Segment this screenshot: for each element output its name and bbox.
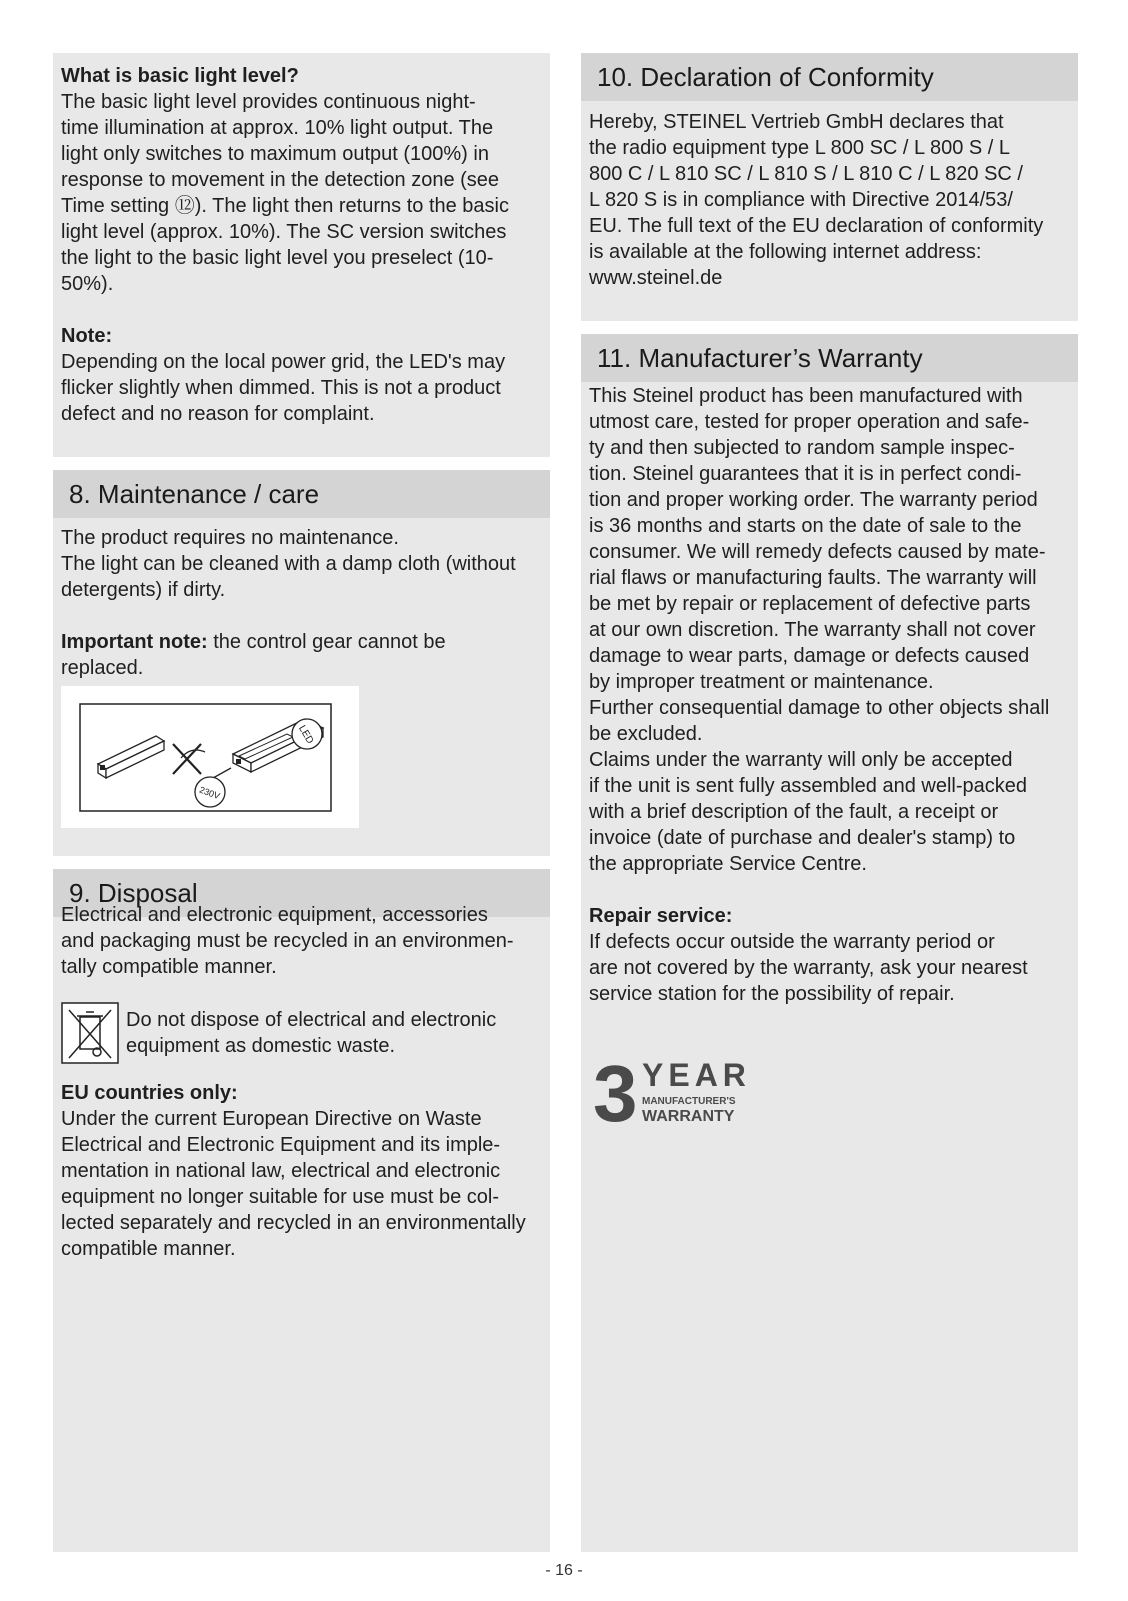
text-line: compatible manner. xyxy=(61,1238,236,1260)
text-line: time illumination at approx. 10% light output. The xyxy=(61,117,494,139)
text-line: service station for the possibility of repair. xyxy=(589,983,955,1005)
text-line: defect and no reason for complaint. xyxy=(61,403,375,425)
website-link[interactable]: www.steinel.de xyxy=(589,267,723,289)
control-gear-illustration xyxy=(61,686,359,828)
eu-countries-title: EU countries only: xyxy=(61,1082,238,1104)
text-line: is available at the following internet address: xyxy=(589,241,982,263)
maintenance-heading: 8. Maintenance / care xyxy=(53,470,550,518)
text-line: lected separately and recycled in an environmentally xyxy=(61,1212,526,1234)
text-line: Depending on the local power grid, the LED's may xyxy=(61,351,506,373)
badge-warranty: WARRANTY xyxy=(642,1108,735,1125)
declaration-panel xyxy=(581,53,1078,321)
text-line: invoice (date of purchase and dealer's stamp) to xyxy=(589,827,1016,849)
text-line: with a brief description of the fault, a receipt or xyxy=(589,801,999,823)
basic-light-level-panel xyxy=(53,53,550,457)
disposal-text xyxy=(61,902,546,980)
text-line: If defects occur outside the warranty period or xyxy=(589,931,995,953)
text-line: replaced. xyxy=(61,657,144,679)
text-line: tally compatible manner. xyxy=(61,956,277,978)
text-line: by improper treatment or maintenance. xyxy=(589,671,934,693)
text-line: be excluded. xyxy=(589,723,703,745)
basic-light-level-text xyxy=(61,63,546,427)
page-number: - 16 - xyxy=(545,1562,583,1579)
text-line: and packaging must be recycled in an environmen- xyxy=(61,930,514,952)
text-line: Time setting ⑫). The light then returns to the basic xyxy=(61,195,509,217)
warranty-text xyxy=(589,383,1074,1007)
weee-notice xyxy=(61,1002,541,1066)
badge-manufacturers: MANUFACTURER'S xyxy=(642,1096,736,1107)
text-line: equipment no longer suitable for use must be col- xyxy=(61,1186,500,1208)
important-note-label: Important note: xyxy=(61,631,208,653)
text-line: is 36 months and starts on the date of sale to the xyxy=(589,515,1022,537)
text-line: at our own discretion. The warranty shall not cover xyxy=(589,619,1036,641)
text-line: utmost care, tested for proper operation and safe- xyxy=(589,411,1030,433)
text-line: Claims under the warranty will only be accepted xyxy=(589,749,1013,771)
text-line: be met by repair or replacement of defective parts xyxy=(589,593,1031,615)
repair-service-title: Repair service: xyxy=(589,905,733,927)
text-line: The product requires no maintenance. xyxy=(61,527,399,549)
declaration-text xyxy=(589,109,1074,291)
text-line: The light can be cleaned with a damp cloth (without xyxy=(61,553,516,575)
text-line: tion. Steinel guarantees that it is in perfect condi- xyxy=(589,463,1022,485)
text-line: detergents) if dirty. xyxy=(61,579,226,601)
voltage-label: 230V xyxy=(198,784,222,802)
text-line: L 820 S is in compliance with Directive 2014/53/ xyxy=(589,189,1013,211)
text-line: Further consequential damage to other objects shall xyxy=(589,697,1050,719)
text-line: damage to wear parts, damage or defects caused xyxy=(589,645,1030,667)
text-line: if the unit is sent fully assembled and well-packed xyxy=(589,775,1028,797)
text-line: ty and then subjected to random sample inspec- xyxy=(589,437,1015,459)
text-line: mentation in national law, electrical and electronic xyxy=(61,1160,501,1182)
warranty-heading: 11. Manufacturer’s Warranty xyxy=(581,334,1078,382)
declaration-heading: 10. Declaration of Conformity xyxy=(581,53,1078,101)
text-line: Under the current European Directive on Waste xyxy=(61,1108,482,1130)
text-line: This Steinel product has been manufactured with xyxy=(589,385,1023,407)
three-year-warranty-badge xyxy=(593,1049,753,1138)
eu-countries-text xyxy=(61,1080,546,1262)
text-line: the light to the basic light level you preselect (10- xyxy=(61,247,494,269)
badge-year: YEAR xyxy=(642,1057,751,1093)
text-line: the appropriate Service Centre. xyxy=(589,853,867,875)
text-line: 800 C / L 810 SC / L 810 S / L 810 C / L 820 SC / xyxy=(589,163,1023,185)
text-line: Hereby, STEINEL Vertrieb GmbH declares that xyxy=(589,111,1004,133)
text-line: 50%). xyxy=(61,273,114,295)
control-gear-diagram xyxy=(61,686,359,828)
badge-number: 3 xyxy=(593,1049,638,1138)
text-line: light level (approx. 10%). The SC version switches xyxy=(61,221,507,243)
text-line: response to movement in the detection zone (see xyxy=(61,169,500,191)
warranty-panel xyxy=(581,334,1078,1552)
text-line: flicker slightly when dimmed. This is not a product xyxy=(61,377,501,399)
maintenance-text xyxy=(61,525,546,681)
text-line: tion and proper working order. The warranty period xyxy=(589,489,1038,511)
important-note-text: the control gear cannot be xyxy=(207,631,446,653)
basic-light-level-question: What is basic light level? xyxy=(61,65,299,87)
text-line: Do not dispose of electrical and electronic xyxy=(126,1009,497,1031)
text-line: Electrical and electronic equipment, accessories xyxy=(61,904,488,926)
crossed-bin-icon xyxy=(61,1002,119,1064)
text-line: EU. The full text of the EU declaration of conformity xyxy=(589,215,1044,237)
led-label: LED xyxy=(296,723,316,746)
text-line: light only switches to maximum output (100%) in xyxy=(61,143,489,165)
maintenance-panel xyxy=(53,470,550,856)
text-line: equipment as domestic waste. xyxy=(126,1035,396,1057)
weee-text xyxy=(126,1007,536,1059)
text-line: the radio equipment type L 800 SC / L 800 S / L xyxy=(589,137,1011,159)
text-line: The basic light level provides continuous night- xyxy=(61,91,476,113)
text-line: Electrical and Electronic Equipment and its imple- xyxy=(61,1134,501,1156)
disposal-heading: 9. Disposal xyxy=(53,869,550,917)
disposal-panel xyxy=(53,869,550,1552)
note-title: Note: xyxy=(61,325,113,347)
text-line: rial flaws or manufacturing faults. The warranty will xyxy=(589,567,1037,589)
important-note xyxy=(61,629,546,655)
text-line: are not covered by the warranty, ask your nearest xyxy=(589,957,1028,979)
text-line: consumer. We will remedy defects caused by mate- xyxy=(589,541,1046,563)
